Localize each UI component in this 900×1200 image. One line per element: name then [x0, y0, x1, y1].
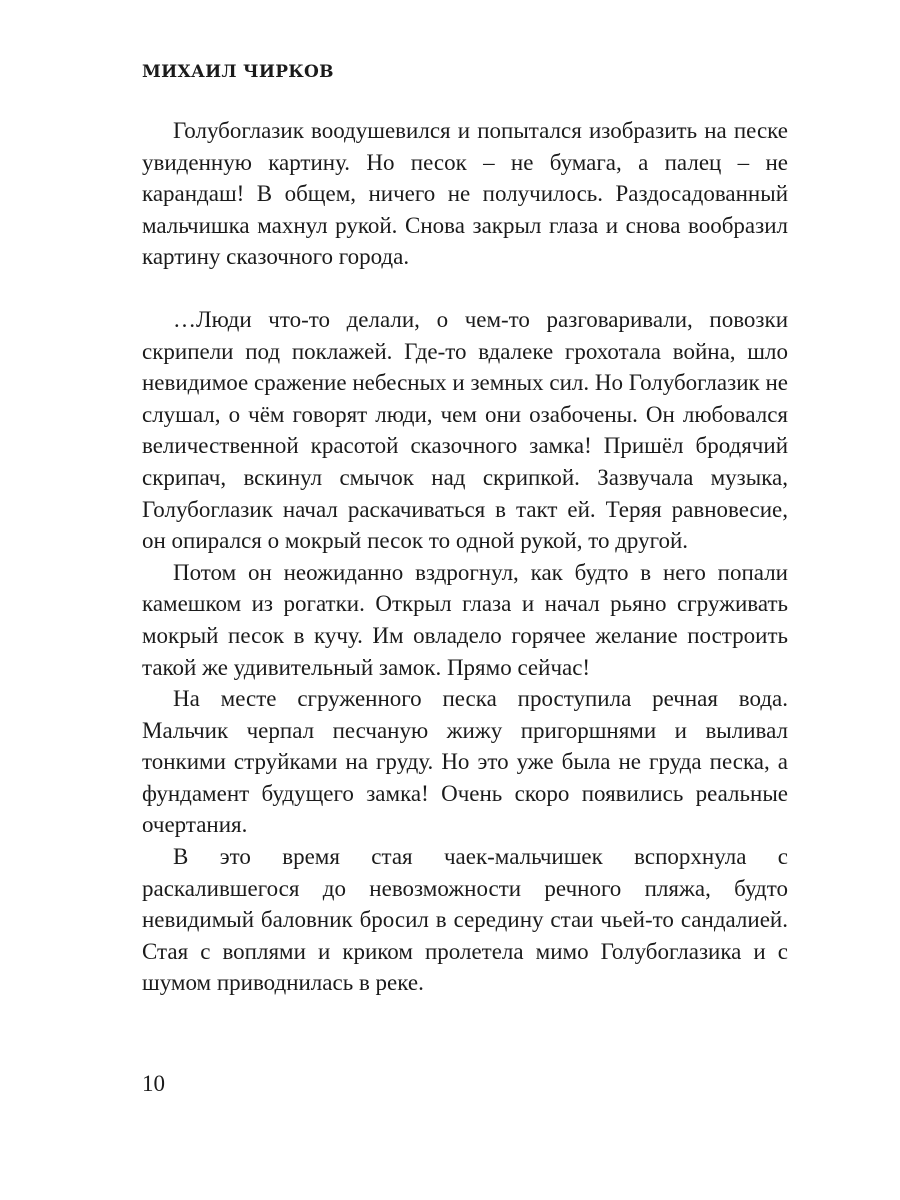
paragraph: Голубоглазик воодушевился и попытался изобразить на песке увиденную картину. Но песок – не бумага, а палец – не карандаш! В общем, ничего не получилось. Раздосадованный мальчишка махнул рукой. Снова закрыл глаза и снова вообразил картину сказочного города.: [142, 118, 788, 270]
paragraph: Потом он неожиданно вздрогнул, как будто в него попали камешком из рогатки. Открыл глаза и начал рьяно сгруживать мокрый песок в кучу. Им овладело горячее желание построить такой же удивительный замок. Прямо сейчас!: [142, 559, 788, 680]
paragraph: …Люди что-то делали, о чем-то разговаривали, повозки скрипели под поклажей. Где-то вдалеке грохотала война, шло невидимое сражение небесных и земных сил. Но Голубоглазик не слушал, о чём говорят люди, чем они озабочены. Он любовался величественной красотой сказочного замка! Пришёл бродячий скрипач, вскинул смычок над скрипкой. Зазвучала музыка, Голубоглазик начал раскачиваться в такт ей. Теряя равновесие, он опирался о мокрый песок то одной рукой, то другой.: [142, 306, 788, 554]
running-head-author: МИХАИЛ ЧИРКОВ: [142, 62, 334, 82]
paragraph: В это время стая чаек-мальчишек вспорхнула с раскалившегося до невозможности речного пляжа, будто невидимый баловник бросил в середину стаи чьей-то сандалией. Стая с воплями и криком пролетела мимо Голубоглазика и с шумом приводнилась в реке.: [142, 844, 788, 996]
book-page: [142, 60, 788, 1180]
paragraph: На месте сгруженного песка проступила речная вода. Мальчик черпал песчаную жижу пригоршнями и выливал тонкими струйками на груду. Но это уже была не груда песка, а фундамент будущего замка! Очень скоро появились реальные очертания.: [142, 686, 788, 838]
page-number: 10: [142, 1071, 165, 1096]
body-text: [142, 115, 788, 999]
